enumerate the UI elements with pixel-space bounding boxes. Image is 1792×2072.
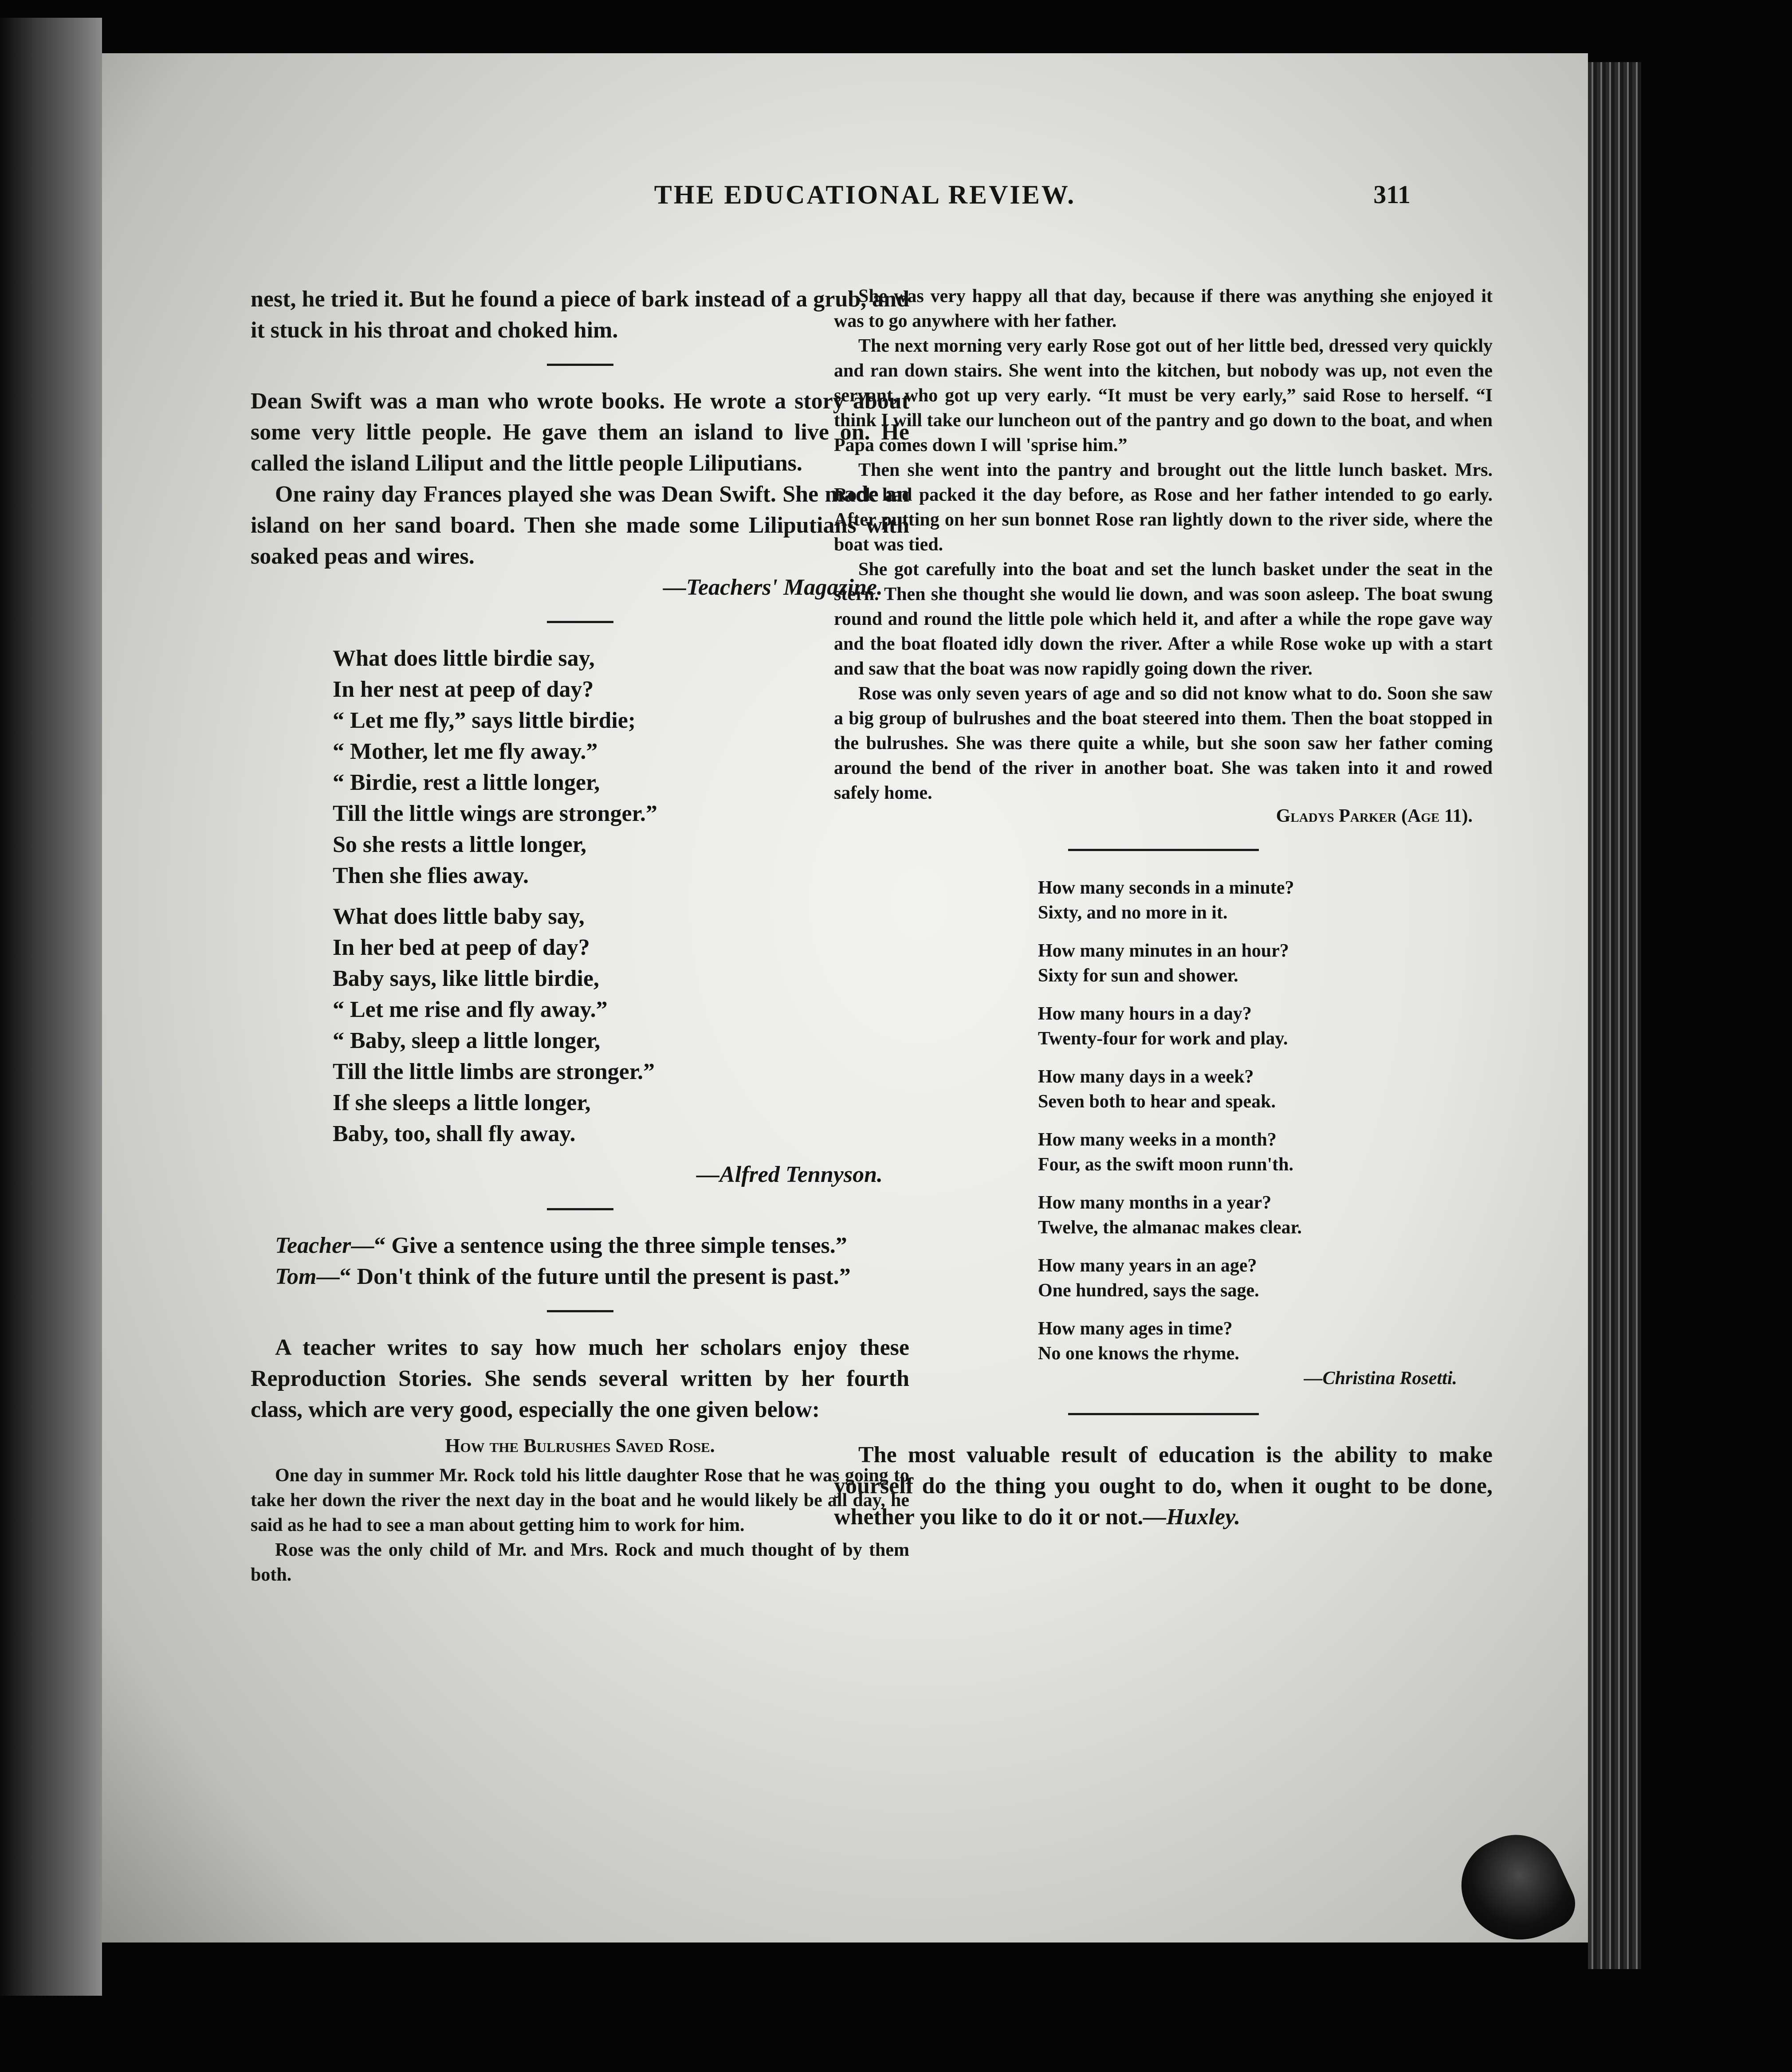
poem-question: How many hours in a day? [1038, 1004, 1252, 1024]
swift-source: —Teachers' Magazine. [663, 575, 883, 600]
poem-line: What does little baby say, [333, 904, 585, 929]
section-divider [547, 364, 613, 366]
poem-answer: One hundred, says the sage. [1038, 1280, 1259, 1301]
story-paragraph-7: Rose was only seven years of age and so did not know what to do. Soon she saw a big group of bulrushes and the boat steered into them. Then the boat stopped in the bulrushes. She was there quite a while, but she soon saw her father coming around the bend of the river in another boat. She was taken into it and rowed safely home. [834, 683, 1493, 803]
poem-line: In her nest at peep of day? [333, 677, 594, 702]
story-paragraph-2: Rose was the only child of Mr. and Mrs. Rock and much thought of by them both. [251, 1540, 909, 1585]
poem-couplet [1038, 1001, 1493, 1051]
tom-joke [251, 1261, 909, 1292]
poem-question: How many weeks in a month? [1038, 1130, 1277, 1150]
rosetti-poem [1038, 875, 1493, 1366]
poem-answer: Four, as the swift moon runn'th. [1038, 1154, 1294, 1175]
poem-line: Baby says, like little birdie, [333, 966, 599, 991]
story-title: How the Bulrushes Saved Rose. [445, 1435, 715, 1456]
poem-couplet [1038, 1253, 1493, 1303]
poem-stanza-1 [333, 643, 909, 891]
story-paragraph-6: She got carefully into the boat and set the lunch basket under the seat in the stern. Then she thought she would lie down, and was soon asleep. The boat swung round and round the little pole which held it, and after a while the rope gave way and the boat floated idly down the river. After a while Rose woke up with a start and saw that the boat was now rapidly going down the river. [834, 559, 1493, 679]
poem-line: “ Mother, let me fly away.” [333, 739, 598, 764]
tennyson-poem [333, 643, 909, 1150]
book-left-edge [0, 18, 102, 1996]
poem-couplet [1038, 1064, 1493, 1114]
section-divider [547, 1310, 613, 1312]
poem-source: —Alfred Tennyson. [696, 1162, 883, 1187]
poem-answer: Twenty-four for work and play. [1038, 1028, 1288, 1049]
story-paragraph-3: She was very happy all that day, because if there was anything she enjoyed it was to go anywhere with her father. [834, 286, 1493, 331]
poem-question: How many years in an age? [1038, 1256, 1257, 1276]
poem-stanza-2 [333, 901, 909, 1150]
teacher-joke [251, 1230, 909, 1261]
rosetti-source: —Christina Rosetti. [1304, 1368, 1457, 1389]
page-header [102, 180, 1588, 224]
poem-couplet [1038, 875, 1493, 925]
poem-couplet [1038, 1316, 1493, 1366]
poem-question: How many months in a year? [1038, 1193, 1272, 1213]
poem-line: So she rests a little longer, [333, 832, 586, 857]
scholars-paragraph: A teacher writes to say how much her scholars enjoy these Reproduction Stories. She sends several written by her fourth class, which are very good, especially the one given below: [251, 1335, 909, 1422]
poem-answer: Sixty, and no more in it. [1038, 903, 1228, 923]
section-divider [1068, 1413, 1259, 1415]
story-signature: Gladys Parker (Age 11). [1276, 806, 1473, 826]
poem-answer: Twelve, the almanac makes clear. [1038, 1217, 1302, 1238]
page-number: 311 [1373, 180, 1411, 209]
swift-paragraph-1: Dean Swift was a man who wrote books. He wrote a story about some very little people. He gave them an island to live on. He called the island Liliput and the little people Liliputians. [251, 388, 909, 476]
poem-line: If she sleeps a little longer, [333, 1090, 591, 1115]
poem-line: Then she flies away. [333, 863, 529, 888]
poem-line: “ Let me rise and fly away.” [333, 997, 608, 1022]
poem-answer: Sixty for sun and shower. [1038, 965, 1238, 986]
grub-paragraph-end: nest, he tried it. But he found a piece of bark instead of a grub, and it stuck in his throat and choked him. [251, 286, 909, 343]
poem-question: How many days in a week? [1038, 1067, 1254, 1087]
poem-line: In her bed at peep of day? [333, 935, 590, 960]
teacher-speaker: Teacher [275, 1233, 351, 1258]
poem-couplet [1038, 1190, 1493, 1240]
left-column [251, 284, 909, 1587]
huxley-source: —Huxley. [1143, 1504, 1241, 1530]
book-page [102, 53, 1588, 1942]
poem-line: “ Birdie, rest a little longer, [333, 770, 600, 795]
teacher-line: —“ Give a sentence using the three simple tenses.” [351, 1233, 847, 1258]
swift-paragraph-2: One rainy day Frances played she was Dean Swift. She made an island on her sand board. Then she made some Liliputians with soaked peas and wires. [251, 482, 909, 569]
poem-couplet [1038, 938, 1493, 988]
huxley-quote [834, 1440, 1493, 1533]
poem-line: Till the little wings are stronger.” [333, 801, 657, 826]
section-divider [1068, 849, 1259, 851]
poem-line: Till the little limbs are stronger.” [333, 1059, 655, 1084]
poem-line: “ Let me fly,” says little birdie; [333, 708, 636, 733]
poem-question: How many minutes in an hour? [1038, 941, 1289, 961]
book-page-edges [1588, 62, 1641, 1969]
section-divider [547, 1208, 613, 1210]
poem-question: How many seconds in a minute? [1038, 878, 1294, 898]
poem-couplet [1038, 1127, 1493, 1177]
huxley-text: The most valuable result of education is the ability to make yourself do the thing you ought to do, when it ought to be done, whether you like to do it or not. [834, 1442, 1493, 1530]
poem-line: Baby, too, shall fly away. [333, 1121, 576, 1146]
poem-answer: Seven both to hear and speak. [1038, 1091, 1276, 1112]
story-paragraph-5: Then she went into the pantry and brought out the little lunch basket. Mrs. Rock had packed it the day before, as Rose and her father intended to go early. After putting on her sun bonnet Rose ran lightly down to the river side, where the boat was tied. [834, 460, 1493, 555]
tom-line: —“ Don't think of the future until the present is past.” [316, 1264, 851, 1289]
right-column [834, 284, 1493, 1533]
journal-title: THE EDUCATIONAL REVIEW. [654, 180, 1076, 209]
poem-question: How many ages in time? [1038, 1319, 1233, 1339]
story-paragraph-1: One day in summer Mr. Rock told his little daughter Rose that he was going to take her down the river the next day in the boat and he would likely be all day, he said as he had to see a man about getting him to work for him. [251, 1465, 909, 1535]
tom-speaker: Tom [275, 1264, 317, 1289]
story-paragraph-4: The next morning very early Rose got out of her little bed, dressed very quickly and ran down stairs. She went into the kitchen, but nobody was up, not even the servant, who got up very early. “It must be very early,” said Rose to herself. “I think I will take our luncheon out of the pantry and go down to the boat, and when Papa comes down I will 'sprise him.” [834, 336, 1493, 455]
poem-line: “ Baby, sleep a little longer, [333, 1028, 601, 1053]
poem-line: What does little birdie say, [333, 646, 595, 671]
section-divider [547, 621, 613, 623]
poem-answer: No one knows the rhyme. [1038, 1343, 1239, 1364]
